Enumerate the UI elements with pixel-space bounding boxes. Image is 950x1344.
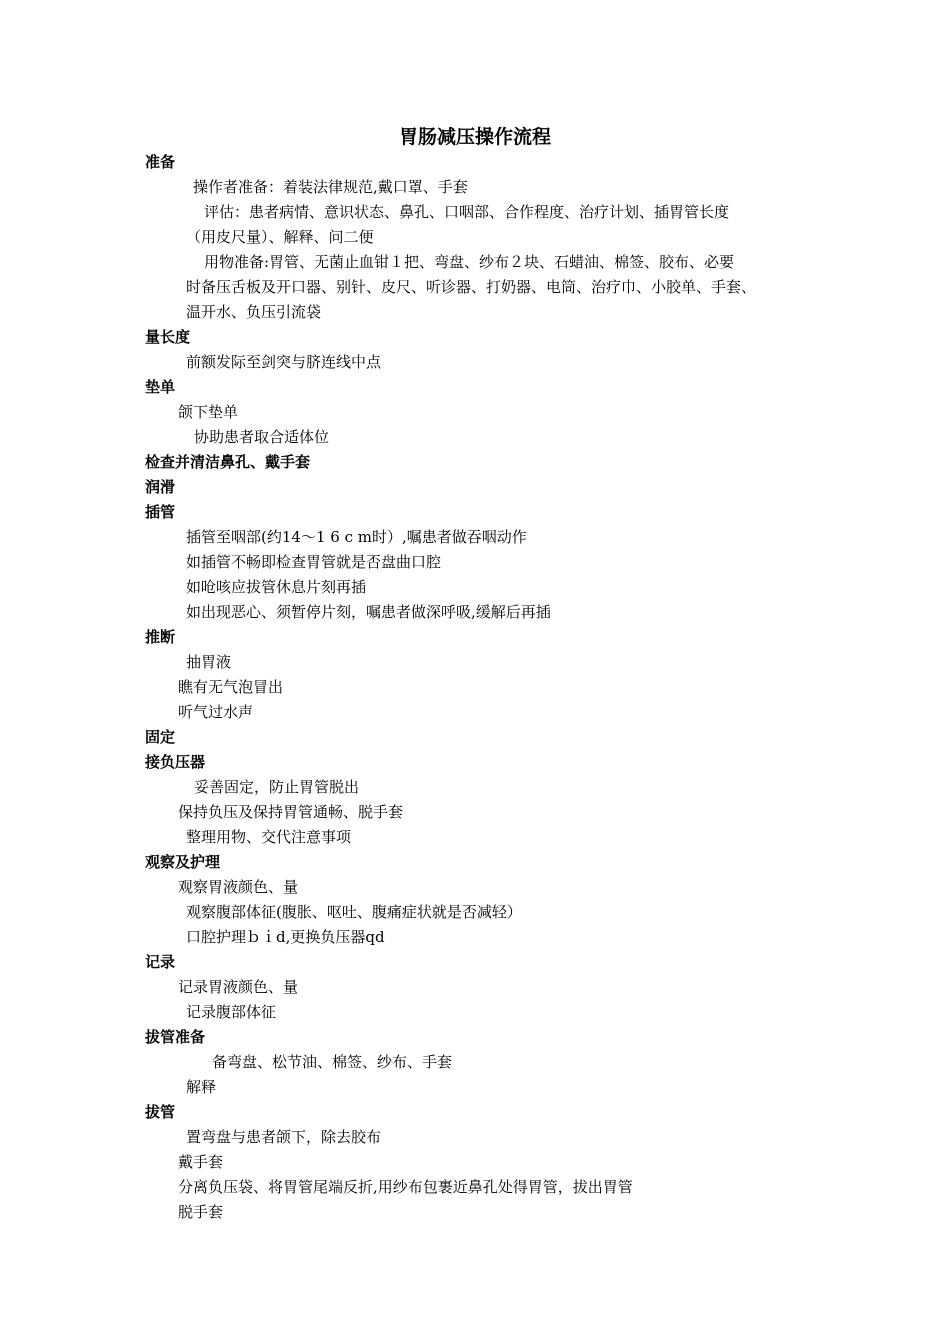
- section-heading-fix: 固定: [145, 728, 176, 746]
- air-sound-text: 听气过水声: [178, 703, 254, 721]
- section-heading-measure-length: 量长度: [145, 328, 191, 346]
- assessment-text: 评估：患者病情、意识状态、鼻孔、口咽部、合作程度、治疗计划、插胃管长度: [204, 203, 730, 221]
- bubbles-text: 瞧有无气泡冒出: [178, 678, 284, 696]
- section-heading-removal-prep: 拔管准备: [145, 1028, 206, 1046]
- supplies-preparation-text-3: 温开水、负压引流袋: [186, 303, 322, 321]
- section-heading-insert-tube: 插管: [145, 503, 176, 521]
- secure-text: 妥善固定，防止胃管脱出: [194, 778, 360, 796]
- tidy-text: 整理用物、交代注意事项: [186, 828, 352, 846]
- remove-gloves-text: 脱手套: [178, 1203, 224, 1221]
- record-fluid-text: 记录胃液颜色、量: [178, 978, 299, 996]
- document-title: 胃肠减压操作流程: [398, 126, 551, 148]
- section-heading-lubricate: 润滑: [145, 478, 176, 496]
- section-heading-judge: 推断: [145, 628, 176, 646]
- pad-text: 颌下垫单: [178, 403, 239, 421]
- place-basin-text: 置弯盘与患者颌下，除去胶布: [186, 1128, 382, 1146]
- explain-text: 解释: [186, 1078, 217, 1096]
- wear-gloves-text: 戴手套: [178, 1153, 224, 1171]
- insert-tube-cough-text: 如呛咳应拔管休息片刻再插: [186, 578, 367, 596]
- section-heading-remove-tube: 拔管: [145, 1103, 176, 1121]
- maintain-suction-text: 保持负压及保持胃管通畅、脱手套: [178, 803, 404, 821]
- insert-tube-check-text: 如插管不畅即检查胃管就是否盘曲口腔: [186, 553, 442, 571]
- supplies-preparation-text-2: 时备压舌板及开口器、别针、皮尺、听诊器、打奶器、电筒、治疗巾、小胶单、手套、: [186, 278, 757, 296]
- insert-tube-text: 插管至咽部(约14～1 6 c m时）,嘱患者做吞咽动作: [186, 528, 527, 546]
- record-abdomen-text: 记录腹部体征: [186, 1003, 277, 1021]
- measure-length-text: 前额发际至剑突与脐连线中点: [186, 353, 382, 371]
- oral-care-text: 口腔护理ｂｉd,更换负压器qd: [186, 928, 385, 946]
- aspirate-text: 抽胃液: [186, 653, 232, 671]
- supplies-preparation-text: 用物准备:胃管、无菌止血钳１把、弯盘、纱布２块、石蜡油、棉签、胶布、必要: [204, 253, 735, 271]
- section-heading-clean-nostril: 检查并清洁鼻孔、戴手套: [145, 453, 311, 471]
- section-heading-connect-suction: 接负压器: [145, 753, 206, 771]
- section-heading-preparation: 准备: [145, 153, 176, 171]
- section-heading-record: 记录: [145, 953, 176, 971]
- removal-supplies-text: 备弯盘、松节油、棉签、纱布、手套: [212, 1053, 453, 1071]
- operator-preparation-text: 操作者准备：着装法律规范,戴口罩、手套: [193, 178, 468, 196]
- position-text: 协助患者取合适体位: [194, 428, 330, 446]
- insert-tube-nausea-text: 如出现恶心、须暂停片刻，嘱患者做深呼吸,缓解后再插: [186, 603, 551, 621]
- observe-fluid-text: 观察胃液颜色、量: [178, 878, 299, 896]
- observe-abdomen-text: 观察腹部体征(腹胀、呕吐、腹痛症状就是否减轻）: [186, 903, 522, 921]
- assessment-text-continued: （用皮尺量）、解释、问二便: [186, 228, 374, 246]
- section-heading-pad: 垫单: [145, 378, 176, 396]
- section-heading-observe-care: 观察及护理: [145, 853, 221, 871]
- remove-tube-text: 分离负压袋、将胃管尾端反折,用纱布包裹近鼻孔处得胃管，拔出胃管: [178, 1178, 633, 1196]
